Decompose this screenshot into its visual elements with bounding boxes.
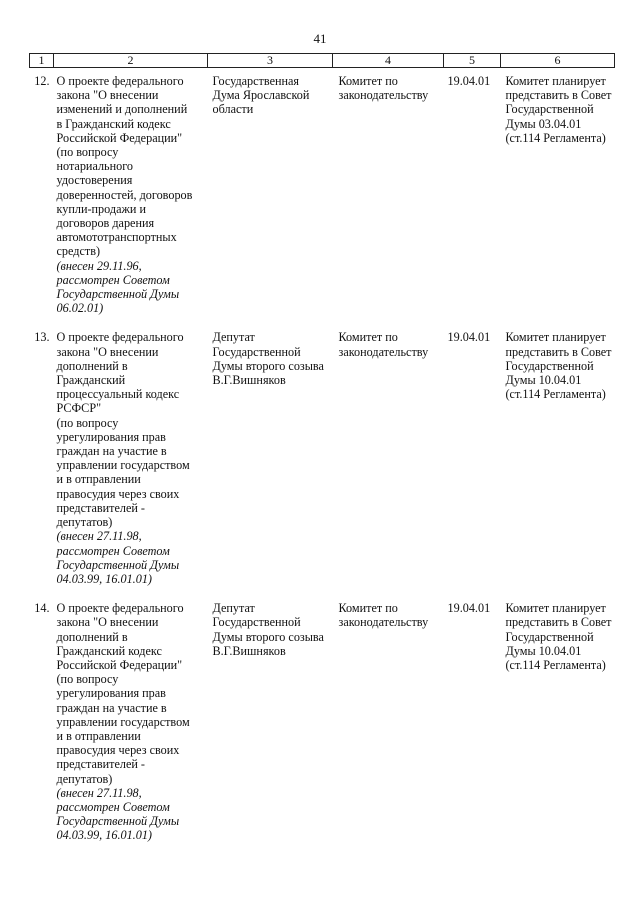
bill-title-line: правосудия через своих [56, 486, 180, 501]
bill-note-line: Государственной Думы [56, 557, 180, 572]
bill-title-line: договоров дарения [56, 216, 155, 231]
bill-title-line: закона "О внесении [56, 88, 159, 103]
bill-title-line: изменений и дополнений [56, 102, 188, 117]
bill-title-line: урегулирования прав [56, 429, 166, 444]
column-header: 2 [54, 54, 208, 68]
committee-cell [333, 601, 444, 842]
column-header: 3 [208, 54, 333, 68]
status-line: Думы 03.04.01 [505, 116, 582, 131]
status-line: представить в Совет [505, 344, 612, 359]
initiator-line: Дума Ярославской [212, 88, 310, 103]
bill-note-line: 06.02.01) [56, 301, 104, 316]
row-number: 12. [34, 74, 50, 88]
bill-title-line: удостоверения [56, 173, 133, 188]
bill-title-line: доверенностей, договоров [56, 187, 193, 202]
table-row [30, 68, 615, 316]
column-header: 5 [444, 54, 501, 68]
committee-line: законодательству [338, 344, 429, 359]
status-line: представить в Совет [505, 615, 612, 630]
status-line: (ст.114 Регламента) [505, 657, 606, 672]
bill-note-line: рассмотрен Советом [56, 543, 170, 558]
bill-title-line: и в отправлении [56, 472, 141, 487]
bill-title-line: Российской Федерации" [56, 657, 183, 672]
bill-title-line: нотариального [56, 159, 134, 174]
bill-title-line: Гражданский [56, 373, 126, 388]
status-line: представить в Совет [505, 88, 612, 103]
table-row [30, 330, 615, 586]
bill-note-line: Государственной Думы [56, 814, 180, 829]
initiator-cell [208, 68, 333, 316]
bill-title-line: дополнений в [56, 629, 128, 644]
bill-title-line: урегулирования прав [56, 686, 166, 701]
row-spacer [30, 586, 615, 601]
initiator-line: Государственной [212, 344, 301, 359]
status-line: (ст.114 Регламента) [505, 387, 606, 402]
bill-note-line: рассмотрен Советом [56, 799, 170, 814]
status-line: Комитет планирует [505, 74, 606, 88]
committee-cell [333, 330, 444, 586]
bill-title-line: Гражданский кодекс [56, 643, 162, 658]
bill-title-line: депутатов) [56, 771, 113, 786]
initiator-line: Государственной [212, 615, 301, 630]
bill-title-line: автомототранспортных [56, 230, 177, 245]
bill-title-line: и в отправлении [56, 728, 141, 743]
bill-title-cell [54, 330, 208, 586]
bill-title-line: О проекте федерального [56, 74, 184, 88]
initiator-line: В.Г.Вишняков [212, 373, 286, 388]
bill-title-line: депутатов) [56, 515, 113, 530]
status-cell [501, 330, 615, 586]
bill-title-line: (по вопросу [56, 415, 119, 430]
bill-note-line: рассмотрен Советом [56, 272, 170, 287]
bill-title-line: правосудия через своих [56, 743, 180, 758]
bill-note-line: Государственной Думы [56, 287, 180, 302]
bill-note-line: 04.03.99, 16.01.01) [56, 828, 152, 843]
status-line: Думы 10.04.01 [505, 643, 582, 658]
initiator-line: области [212, 102, 254, 117]
initiator-line: Депутат [212, 330, 255, 345]
initiator-line: Депутат [212, 601, 255, 616]
bill-note-line: (внесен 29.11.96, [56, 258, 142, 273]
committee-line: Комитет по [338, 601, 398, 616]
initiator-line: Думы второго созыва [212, 629, 324, 644]
bill-note-line: 04.03.99, 16.01.01) [56, 571, 152, 586]
status-line: Комитет планирует [505, 601, 606, 616]
row-spacer [30, 315, 615, 330]
bill-title-line: (по вопросу [56, 145, 119, 160]
bill-title-line: представителей - [56, 757, 145, 772]
bill-title-line: управлении государством [56, 714, 190, 729]
bill-title-line: купли-продажи и [56, 201, 147, 216]
status-line: Государственной [505, 102, 594, 117]
status-line: Думы 10.04.01 [505, 373, 582, 388]
committee-line: Комитет по [338, 74, 398, 88]
initiator-cell [208, 601, 333, 842]
bill-note-line: (внесен 27.11.98, [56, 529, 142, 544]
bill-title-line: дополнений в [56, 358, 128, 373]
initiator-line: Государственная [212, 74, 300, 88]
bill-title-line: граждан на участие в [56, 444, 167, 459]
page-number: 41 [313, 31, 327, 46]
bill-title-cell [54, 68, 208, 316]
bill-title-line: закона "О внесении [56, 615, 159, 630]
committee-line: законодательству [338, 615, 429, 630]
committee-line: Комитет по [338, 330, 398, 345]
bill-title-line: граждан на участие в [56, 700, 167, 715]
bill-title-line: в Гражданский кодекс [56, 116, 171, 131]
bill-title-line: закона "О внесении [56, 344, 159, 359]
column-header: 6 [501, 54, 615, 68]
status-line: Государственной [505, 358, 594, 373]
column-header: 4 [333, 54, 444, 68]
bill-title-line: Российской Федерации" [56, 130, 183, 145]
date-cell: 19.04.01 [447, 601, 491, 616]
row-number: 13. [34, 330, 50, 345]
initiator-line: Думы второго созыва [212, 358, 324, 373]
bill-title-line: средств) [56, 244, 101, 259]
bill-title-line: О проекте федерального [56, 330, 184, 345]
table-row [30, 601, 615, 842]
bill-title-line: управлении государством [56, 458, 190, 473]
status-line: Государственной [505, 629, 594, 644]
column-header: 1 [30, 54, 54, 68]
date-cell: 19.04.01 [447, 74, 491, 88]
bill-title-cell [54, 601, 208, 842]
committee-cell [333, 68, 444, 316]
bill-title-line: О проекте федерального [56, 601, 184, 616]
bill-title-line: (по вопросу [56, 672, 119, 687]
committee-line: законодательству [338, 88, 429, 103]
initiator-line: В.Г.Вишняков [212, 643, 286, 658]
bills-table [29, 53, 615, 843]
status-cell [501, 68, 615, 316]
date-cell: 19.04.01 [447, 330, 491, 345]
header-row [30, 54, 615, 68]
bill-title-line: процессуальный кодекс [56, 387, 180, 402]
bill-note-line: (внесен 27.11.98, [56, 785, 142, 800]
status-line: Комитет планирует [505, 330, 606, 345]
row-number: 14. [34, 601, 50, 616]
status-cell [501, 601, 615, 842]
status-line: (ст.114 Регламента) [505, 130, 606, 145]
bill-title-line: РСФСР" [56, 401, 102, 416]
bill-title-line: представителей - [56, 500, 145, 515]
initiator-cell [208, 330, 333, 586]
